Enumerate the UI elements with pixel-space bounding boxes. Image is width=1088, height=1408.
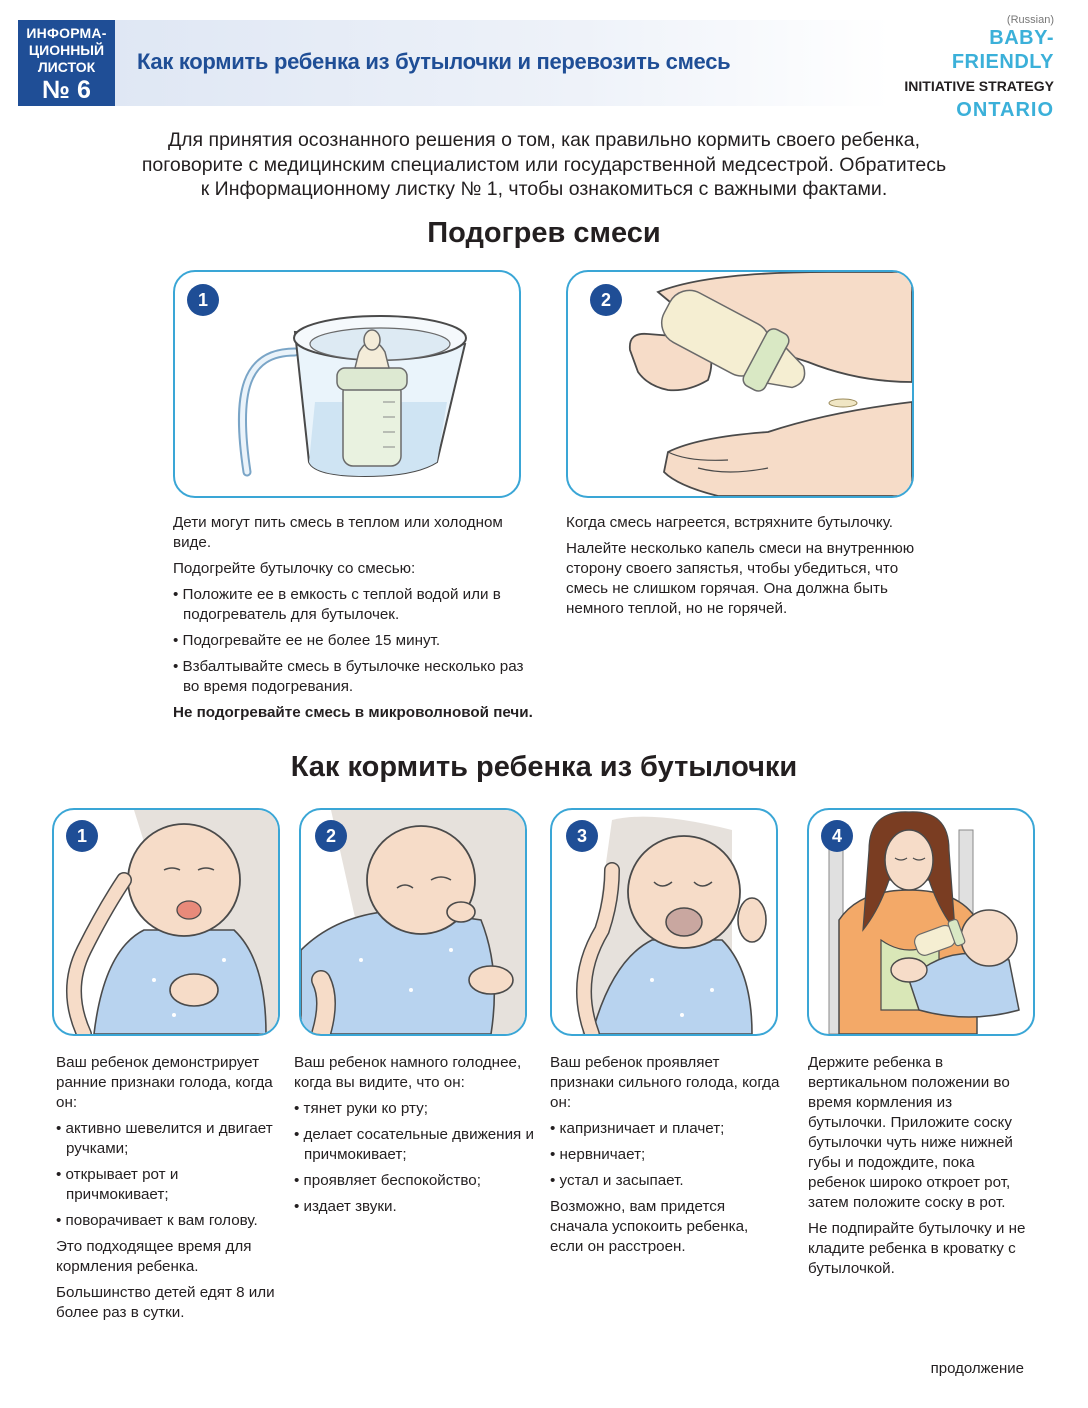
info-sheet-badge (18, 20, 115, 106)
feeding-step1-intro: Ваш ребенок демонстрирует ранние признаки голода, когда он: (56, 1054, 273, 1111)
feeding-step4-p2: Не подпирайте бутылочку и не кладите ребенка в кроватку с бутылочкой. (808, 1220, 1026, 1277)
feeding-step1-text (56, 1053, 278, 1329)
feeding-step3-panel (550, 808, 778, 1036)
list-item: • Подогревайте ее не более 15 минут. (173, 631, 533, 651)
warming-step1-text (173, 513, 533, 729)
microwave-warning: Не подогревайте смесь в микроволновой печи. (173, 704, 533, 721)
feeding-step2-panel (299, 808, 527, 1036)
list-item: • открывает рот и причмокивает; (56, 1165, 278, 1205)
list-item: • делает сосательные движения и причмокивает; (294, 1125, 539, 1165)
page-title: Как кормить ребенка из бутылочки и перевозить смесь (137, 49, 731, 74)
feeding-step4-text (808, 1053, 1030, 1285)
step-number: 2 (315, 820, 347, 852)
feeding-step1-p3: Большинство детей едят 8 или более раз в сутки. (56, 1284, 275, 1321)
step-number: 4 (821, 820, 853, 852)
warming-step1-panel (173, 270, 521, 498)
step-number: 2 (590, 284, 622, 316)
warming-step2-panel (566, 270, 914, 498)
step-number: 1 (66, 820, 98, 852)
intro-line1: Для принятия осознанного решения о том, как правильно кормить своего ребенка, (167, 129, 921, 151)
list-item: • издает звуки. (294, 1197, 539, 1217)
logo-baby-friendly: BABY-FRIENDLY (951, 27, 1054, 73)
feeding-step1-p2: Это подходящее время для кормления ребенка. (56, 1238, 252, 1275)
logo-ontario: ONTARIO (956, 99, 1054, 121)
warming-step1-list (173, 585, 533, 697)
warming-step1-p1: Дети могут пить смесь в теплом или холодном виде. (173, 514, 503, 551)
list-item: • тянет руки ко рту; (294, 1099, 539, 1119)
list-item: • поворачивает к вам голову. (56, 1211, 278, 1231)
badge-line2: ЦИОННЫЙ (28, 42, 105, 58)
feeding-step4-p1: Держите ребенка в вертикальном положении во время кормления из бутылочки. Приложите соску бутылочки чуть ниже нижней губы и подождите, пока ребенок широко откроет рот, затем положите соску в рот. (808, 1054, 1013, 1211)
badge-line3: ЛИСТОК (37, 59, 96, 75)
badge-number: № 6 (42, 76, 91, 104)
feeding-step3-intro: Ваш ребенок проявляет признаки сильного голода, когда он: (550, 1054, 780, 1111)
intro-line2: поговорите с медицинским специалистом или государственной медсестрой. Обратитесь (141, 153, 947, 176)
feeding-step1-list (56, 1119, 278, 1231)
warming-step1-p2: Подогрейте бутылочку со смесью: (173, 560, 416, 577)
list-item: • Взбалтывайте смесь в бутылочке несколько раз во время подогревания. (173, 657, 533, 697)
title-bar (115, 20, 890, 106)
feeding-step1-panel (52, 808, 280, 1036)
feeding-step3-p2: Возможно, вам придется сначала успокоить ребенка, если он расстроен. (550, 1198, 749, 1255)
feeding-step2-text (294, 1053, 539, 1223)
warming-heading: Подогрев смеси (427, 217, 661, 249)
list-item: • нервничает; (550, 1145, 780, 1165)
feeding-step4-panel (807, 808, 1035, 1036)
warming-step2-p2: Налейте несколько капель смеси на внутреннюю сторону своего запястья, чтобы убедиться, что смесь не слишком горячая. Она должна быть немного теплой, но не горячей. (566, 540, 915, 617)
feeding-step3-list (550, 1119, 780, 1191)
list-item: • проявляет беспокойство; (294, 1171, 539, 1191)
list-item: • Положите ее в емкость с теплой водой или в подогреватель для бутылочек. (173, 585, 533, 625)
warming-step2-p1: Когда смесь нагреется, встряхните бутылочку. (566, 514, 893, 531)
badge-line1: ИНФОРМА- (26, 25, 107, 41)
feeding-step2-intro: Ваш ребенок намного голоднее, когда вы видите, что он: (294, 1054, 522, 1091)
list-item: • устал и засыпает. (550, 1171, 780, 1191)
list-item: • капризничает и плачет; (550, 1119, 780, 1139)
feeding-step3-text (550, 1053, 780, 1263)
bottle-in-jug-illustration (175, 272, 519, 496)
feeding-step2-list (294, 1099, 539, 1217)
bfi-logo (904, 14, 1054, 122)
intro-text (60, 128, 1028, 202)
step-number: 1 (187, 284, 219, 316)
warming-step2-text (566, 513, 936, 625)
list-item: • активно шевелится и двигает ручками; (56, 1119, 278, 1159)
logo-initiative: INITIATIVE STRATEGY (904, 78, 1054, 94)
continued-label: продолжение (930, 1360, 1024, 1377)
intro-line3: к Информационному листку № 1, чтобы ознакомиться с важными фактами. (200, 178, 888, 200)
logo-language: (Russian) (1006, 14, 1054, 26)
feeding-heading: Как кормить ребенка из бутылочки (290, 751, 798, 783)
step-number: 3 (566, 820, 598, 852)
